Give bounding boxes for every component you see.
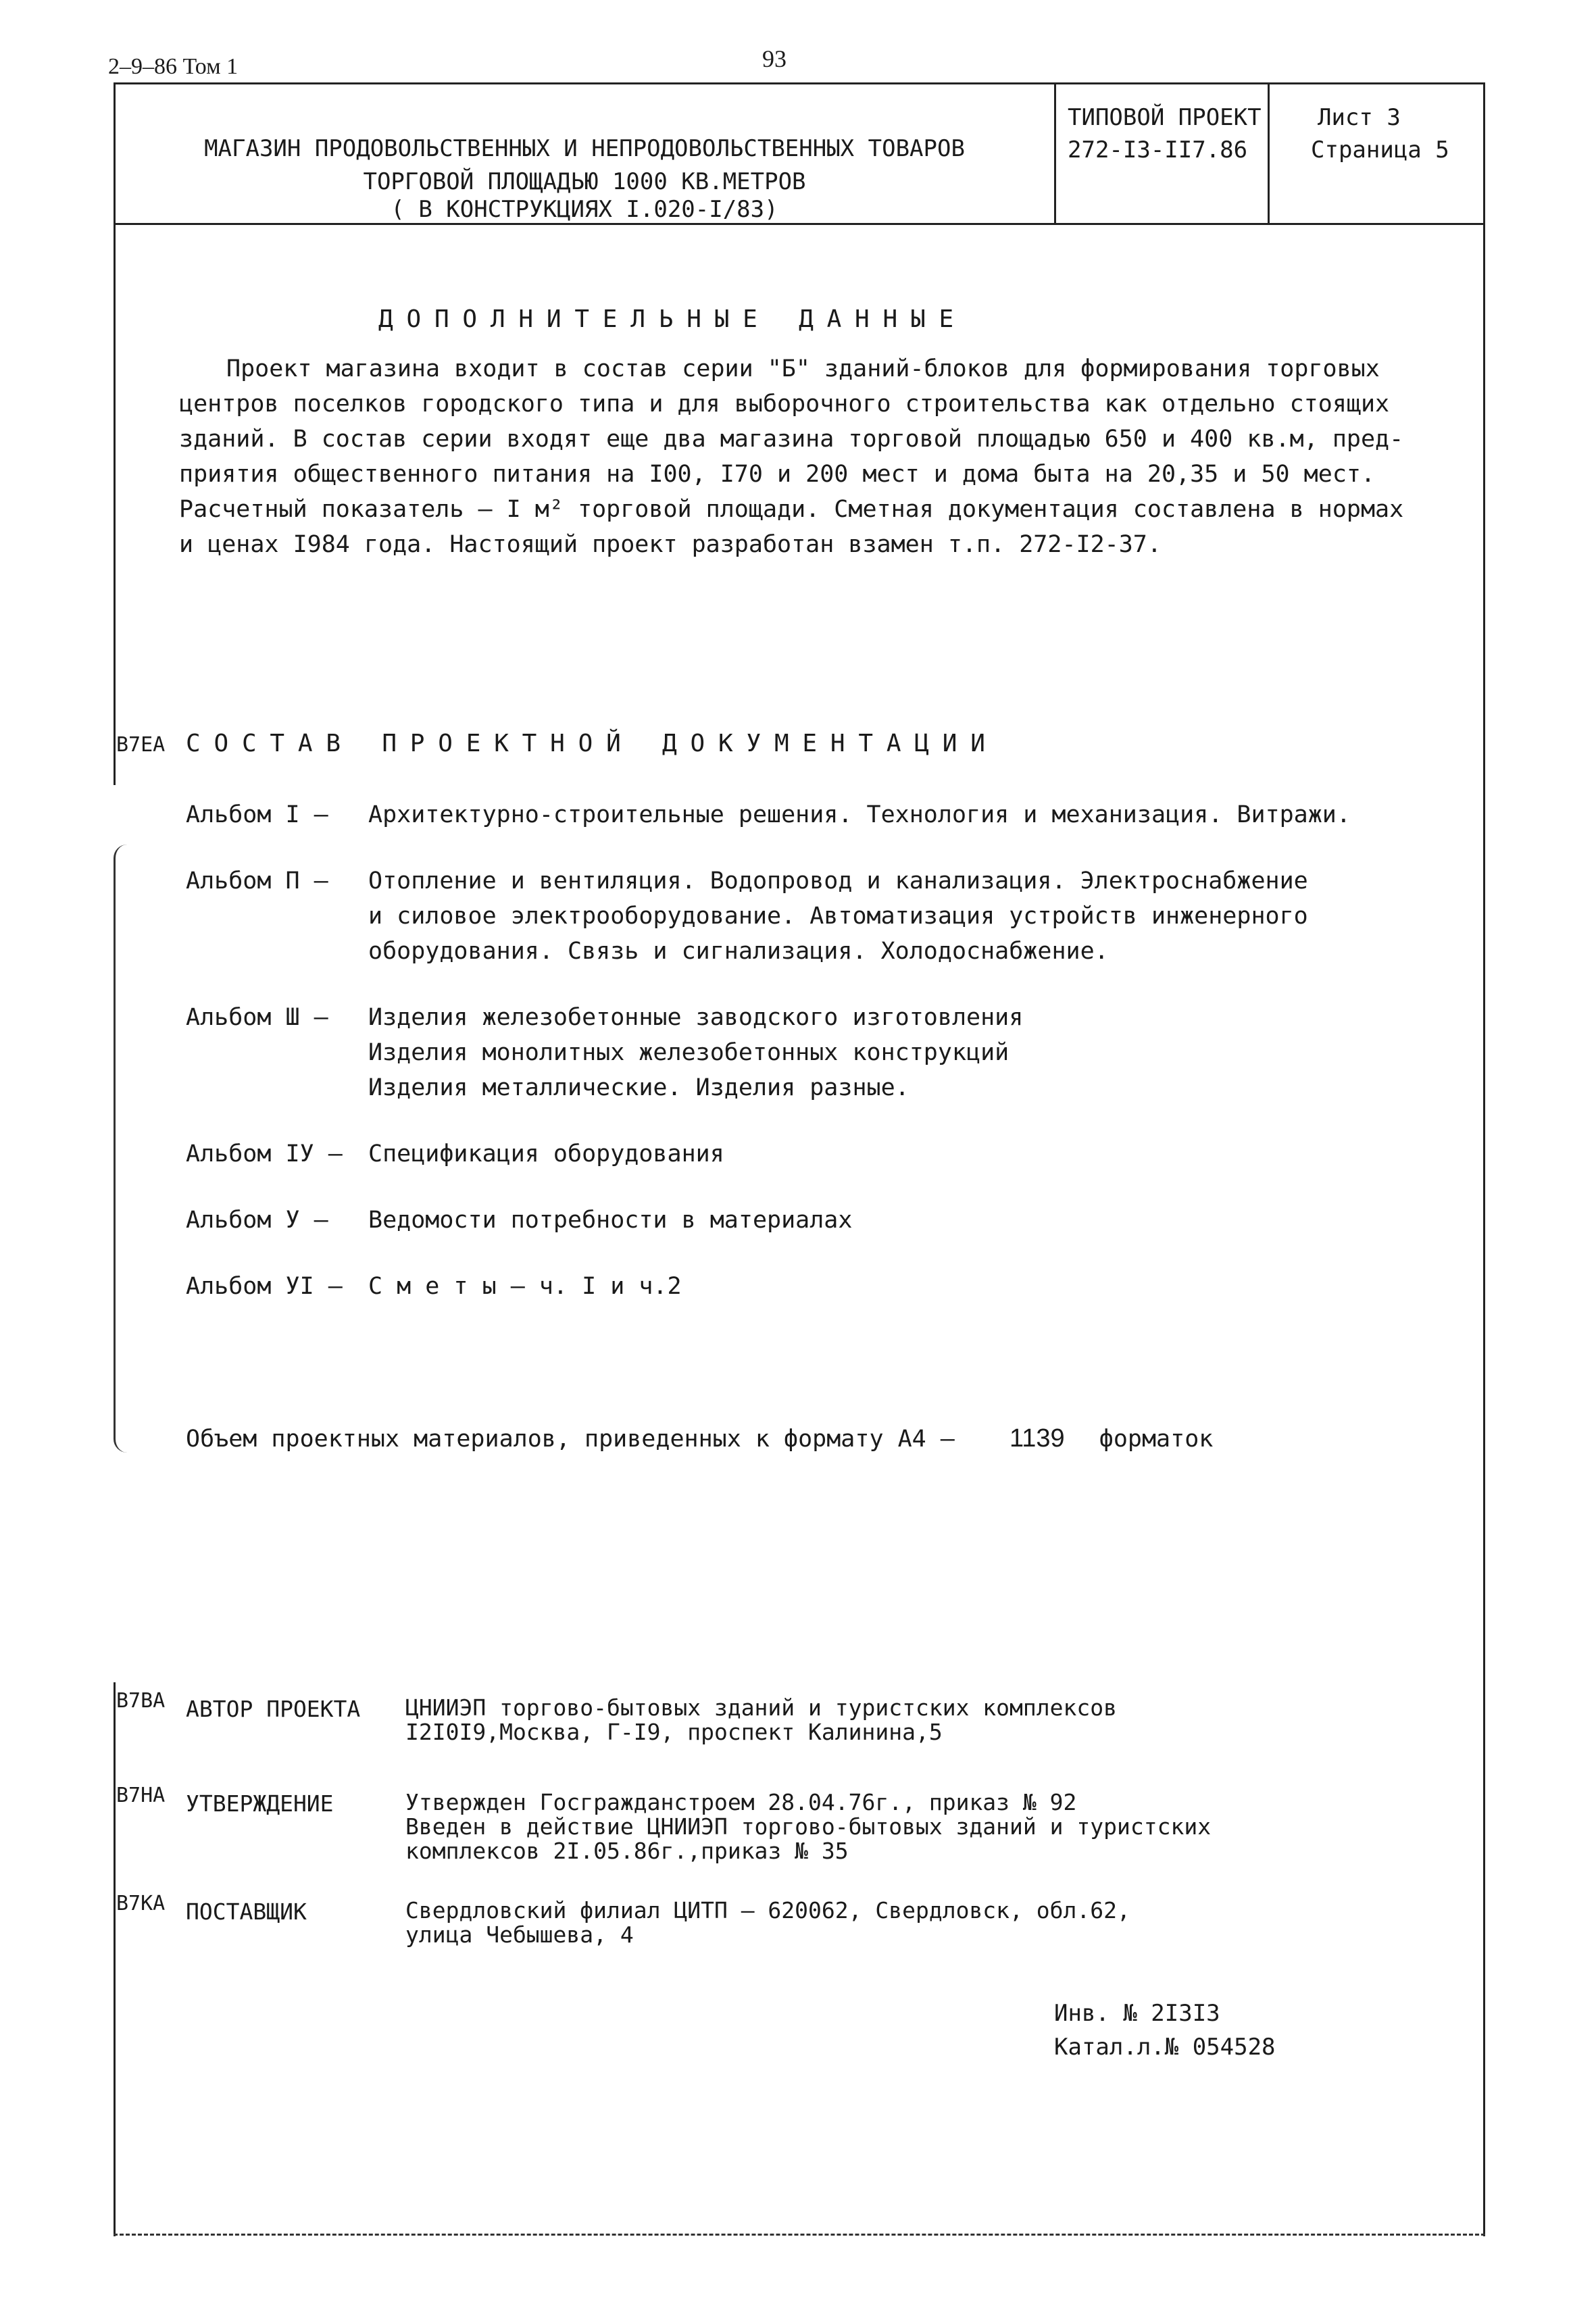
paragraph-line: Расчетный показатель – I м² торговой площади. Сметная документация составлена в нормах [179,496,1404,523]
album-label: Альбом У – [186,1207,328,1234]
project-title-line-3: ( В КОНСТРУКЦИЯХ I.020-I/83) [391,195,778,223]
left-margin-bracket [114,845,129,1453]
paragraph-line: приятия общественного питания на I00, I70 и 200 мест и дома быта на 20,35 и 50 мест. [179,461,1376,488]
paragraph-line: Проект магазина входит в состав серии "Б" зданий-блоков для формирования торговых [226,355,1380,382]
frame-left-border-lower [114,1682,116,2236]
album-item [186,1000,1402,1105]
typical-project-cell [1068,101,1262,166]
supplier-details: Свердловский филиал ЦИТП – 620062, Свердловск, обл.62, улица Чебышева, 4 [405,1897,1130,1948]
sheet-cell [1311,101,1449,166]
frame-left-border [114,82,116,785]
additional-data-paragraph [179,351,1429,562]
album-label: Альбом I – [186,801,328,828]
sheet-number: Лист 3 [1318,104,1401,131]
author-code: B7BA [116,1689,166,1713]
album-item [186,797,1402,832]
volume-text: Объем проектных материалов, приведенных к формату А4 – [186,1426,955,1453]
album-label: Альбом УI – [186,1273,343,1300]
composition-heading: СОСТАВ ПРОЕКТНОЙ ДОКУМЕНТАЦИИ [186,730,999,757]
project-title [118,135,1051,223]
additional-data-heading: ДОПОЛНИТЕЛЬНЫЕ ДАННЫЕ [378,305,967,333]
album-description: Спецификация оборудования [368,1140,724,1167]
album-item [186,1136,1402,1172]
project-title-line-1: МАГАЗИН ПРОДОВОЛЬСТВЕННЫХ И НЕПРОДОВОЛЬСТВЕННЫХ ТОВАРОВ [204,135,965,162]
page-number: 93 [762,45,787,72]
frame-right-border [1483,82,1485,2236]
document-reference: 2–9–86 Том 1 [108,54,239,79]
album-description: Изделия железобетонные заводского изготовления Изделия монолитных железобетонных конструкций Изделия металлические. Изделия разные. [368,1004,1024,1101]
catalog-number: Катал.л.№ 054528 [1054,2034,1276,2061]
typical-project-code: 272-I3-II7.86 [1068,136,1248,164]
paragraph-line: зданий. В состав серии входят еще два магазина торговой площадью 650 и 400 кв.м, пред- [179,426,1404,453]
title-block-divider-2 [1268,82,1270,224]
album-label: Альбом П – [186,867,328,895]
album-item [186,1269,1402,1304]
volume-value: 1139 [1009,1424,1065,1453]
paragraph-line: и ценах I984 года. Настоящий проект разработан взамен т.п. 272-I2-37. [179,531,1162,558]
album-label: Альбом Ш – [186,1004,328,1031]
album-description: С м е т ы – ч. I и ч.2 [368,1273,682,1300]
album-label: Альбом IУ – [186,1140,343,1167]
supplier-code: B7KA [116,1892,166,1915]
author-label: АВТОР ПРОЕКТА [186,1696,361,1722]
typical-project-label: ТИПОВОЙ ПРОЕКТ [1068,104,1262,131]
album-description: Ведомости потребности в материалах [368,1207,853,1234]
volume-unit: форматок [1099,1426,1214,1453]
frame-top-border [114,82,1485,84]
project-title-line-2: ТОРГОВОЙ ПЛОЩАДЬЮ 1000 КВ.МЕТРОВ [363,168,806,195]
frame-bottom-border [114,2234,1485,2236]
album-description: Отопление и вентиляция. Водопровод и канализация. Электроснабжение и силовое электрооборудование. Автоматизация устройств инженерного оборудования. Связь и сигнализация. Холодоснабжение. [368,867,1308,965]
author-details: ЦНИИЭП торгово-бытовых зданий и туристских комплексов I2I0I9,Москва, Г-I9, проспект Калинина,5 [405,1694,1117,1745]
inventory-block [1054,1996,1276,2064]
page-reference: Страница 5 [1311,136,1449,164]
album-description: Архитектурно-строительные решения. Технология и механизация. Витражи. [368,801,1351,828]
volume-statement [186,1424,1213,1453]
title-block-bottom-line [114,223,1485,225]
inventory-number: Инв. № 2I3I3 [1054,2000,1220,2027]
title-block-divider-1 [1054,82,1056,224]
paragraph-line: центров поселков городского типа и для выборочного строительства как отдельно стоящих [179,391,1390,418]
approval-label: УТВЕРЖДЕНИЕ [186,1790,334,1817]
approval-code: B7HA [116,1784,166,1807]
approval-details: Утвержден Госгражданстроем 28.04.76г., приказ № 92 Введен в действие ЦНИИЭП торгово-бытовых зданий и туристских комплексов 2I.05.86г.,приказ № 35 [405,1789,1212,1864]
supplier-label: ПОСТАВЩИК [186,1898,307,1925]
composition-code: B7EA [116,733,166,757]
album-list [186,797,1402,1335]
album-item [186,863,1402,969]
album-item [186,1203,1402,1238]
